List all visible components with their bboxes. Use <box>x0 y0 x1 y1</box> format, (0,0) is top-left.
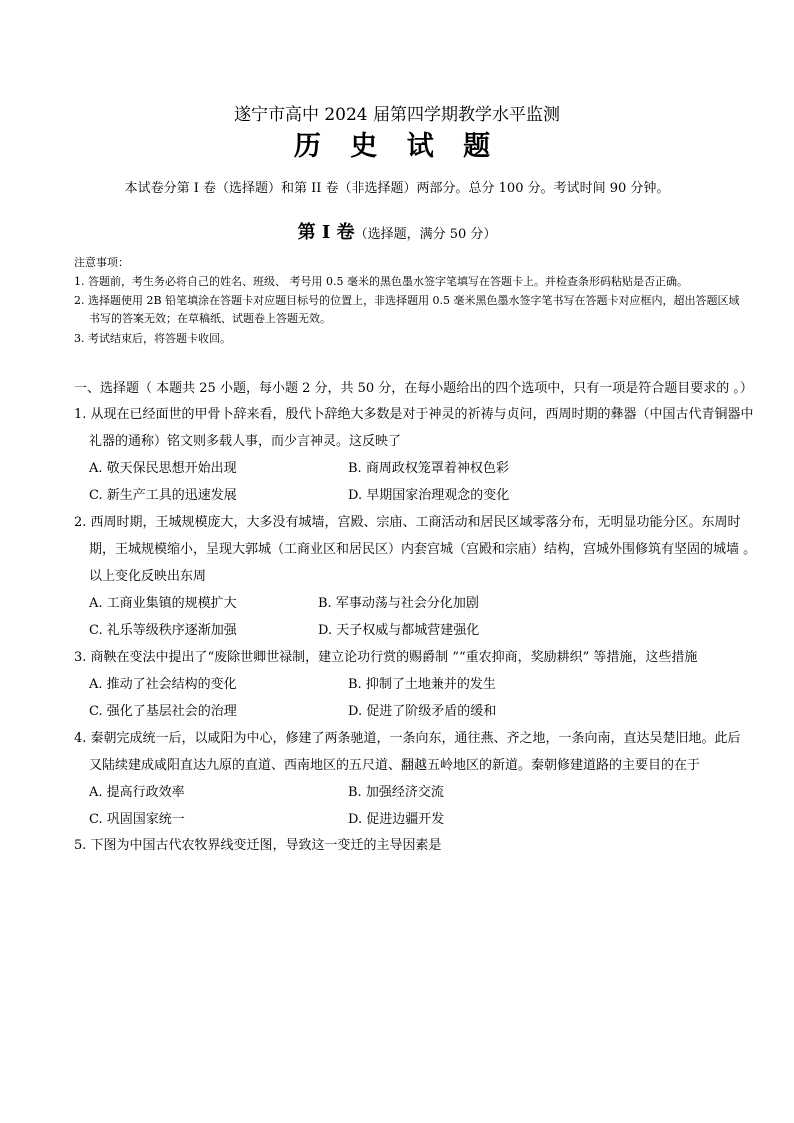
question-3-option-c: C. 强化了基层社会的治理 <box>89 704 237 719</box>
question-1-option-d: D. 早期国家治理观念的变化 <box>348 488 510 503</box>
question-2-line-2: 期，王城规模缩小，呈现大郭城（工商业区和居民区）内套宫城（宫殿和宗庙）结构，宫城外围修筑有坚固的城墙 。 <box>89 542 757 557</box>
question-2-line-3: 以上变化反映出东周 <box>89 569 207 584</box>
question-5-line-1: 5. 下图为中国古代农牧界线变迁图，导致这一变迁的主导因素是 <box>74 838 442 853</box>
notes-item-2a: 2. 选择题使用 2B 铅笔填涂在答题卡对应题目标号的位置上，非选择题用 0.5 毫米黑色墨水签字笔书写在答题卡对应框内，超出答题区域 <box>74 294 740 307</box>
question-4-option-a: A. 提高行政效率 <box>89 785 185 800</box>
question-4-option-d: D. 促进边疆开发 <box>348 812 445 827</box>
exam-intro: 本试卷分第 I 卷（选择题）和第 II 卷（非选择题）两部分。总分 100 分。考试时间 90 分钟。 <box>124 181 670 196</box>
question-1-line-2: 礼器的通称）铭文则多载人事，而少言神灵。这反映了 <box>89 434 402 449</box>
subject-title: 历 史 试 题 <box>293 131 501 162</box>
notes-heading: 注意事项： <box>74 256 129 269</box>
question-1-option-a: A. 敬天保民思想开始出现 <box>89 461 237 476</box>
question-2-option-b: B. 军事动荡与社会分化加剧 <box>318 596 479 611</box>
question-2-line-1: 2. 西周时期，王城规模庞大，大多没有城墙，宫殿、宗庙、工商活动和居民区域零落分布，无明显功能分区。东周时 <box>74 515 741 530</box>
notes-item-1: 1. 答题前，考生务必将自己的姓名、班级、 考号用 0.5 毫米的黑色墨水签字笔填写在答题卡上。并检查条形码粘贴是否正确。 <box>74 275 688 288</box>
question-4-option-c: C. 巩固国家统一 <box>89 812 185 827</box>
question-1-option-b: B. 商周政权笼罩着神权色彩 <box>348 461 509 476</box>
question-4-line-1: 4. 秦朝完成统一后，以咸阳为中心，修建了两条驰道，一条向东，通往燕、齐之地，一条向南，直达吴楚旧地。此后 <box>74 731 741 746</box>
notes-item-3: 3. 考试结束后，将答题卡收回。 <box>74 332 231 345</box>
volume-heading <box>0 218 794 244</box>
question-1-line-1: 1. 从现在已经面世的甲骨卜辞来看，殷代卜辞绝大多数是对于神灵的祈祷与贞问，西周时期的彝器（中国古代青铜器中 <box>74 407 754 422</box>
volume-sub: （选择题，满分 50 分） <box>354 227 497 242</box>
question-2-option-c: C. 礼乐等级秩序逐渐加强 <box>89 623 237 638</box>
exam-title-line: 遂宁市高中 2024 届第四学期教学水平监测 <box>233 105 561 125</box>
section-heading: 一、选择题（ 本题共 25 小题，每小题 2 分，共 50 分，在每小题给出的四个选项中，只有一项是符合题目要求的 。） <box>74 381 753 396</box>
question-3-option-d: D. 促进了阶级矛盾的缓和 <box>348 704 497 719</box>
question-2-option-a: A. 工商业集镇的规模扩大 <box>89 596 237 611</box>
question-3-option-b: B. 抑制了土地兼并的发生 <box>348 677 496 692</box>
notes-item-2b: 书写的答案无效；在草稿纸、试题卷上答题无效。 <box>89 312 331 325</box>
question-2-option-d: D. 天子权威与都城营建强化 <box>318 623 480 638</box>
question-3-line-1: 3. 商鞅在变法中提出了“废除世卿世禄制，建立论功行赏的赐爵制 ”“重农抑商，奖励耕织” 等措施，这些措施 <box>74 650 698 665</box>
question-4-option-b: B. 加强经济交流 <box>348 785 444 800</box>
question-4-line-2: 又陆续建成咸阳直达九原的直道、西南地区的五尺道、翻越五岭地区的新道。秦朝修建道路的主要目的在于 <box>89 758 701 773</box>
question-1-option-c: C. 新生产工具的迅速发展 <box>89 488 237 503</box>
question-3-option-a: A. 推动了社会结构的变化 <box>89 677 237 692</box>
volume-main: 第 Ⅰ 卷 <box>297 222 355 243</box>
